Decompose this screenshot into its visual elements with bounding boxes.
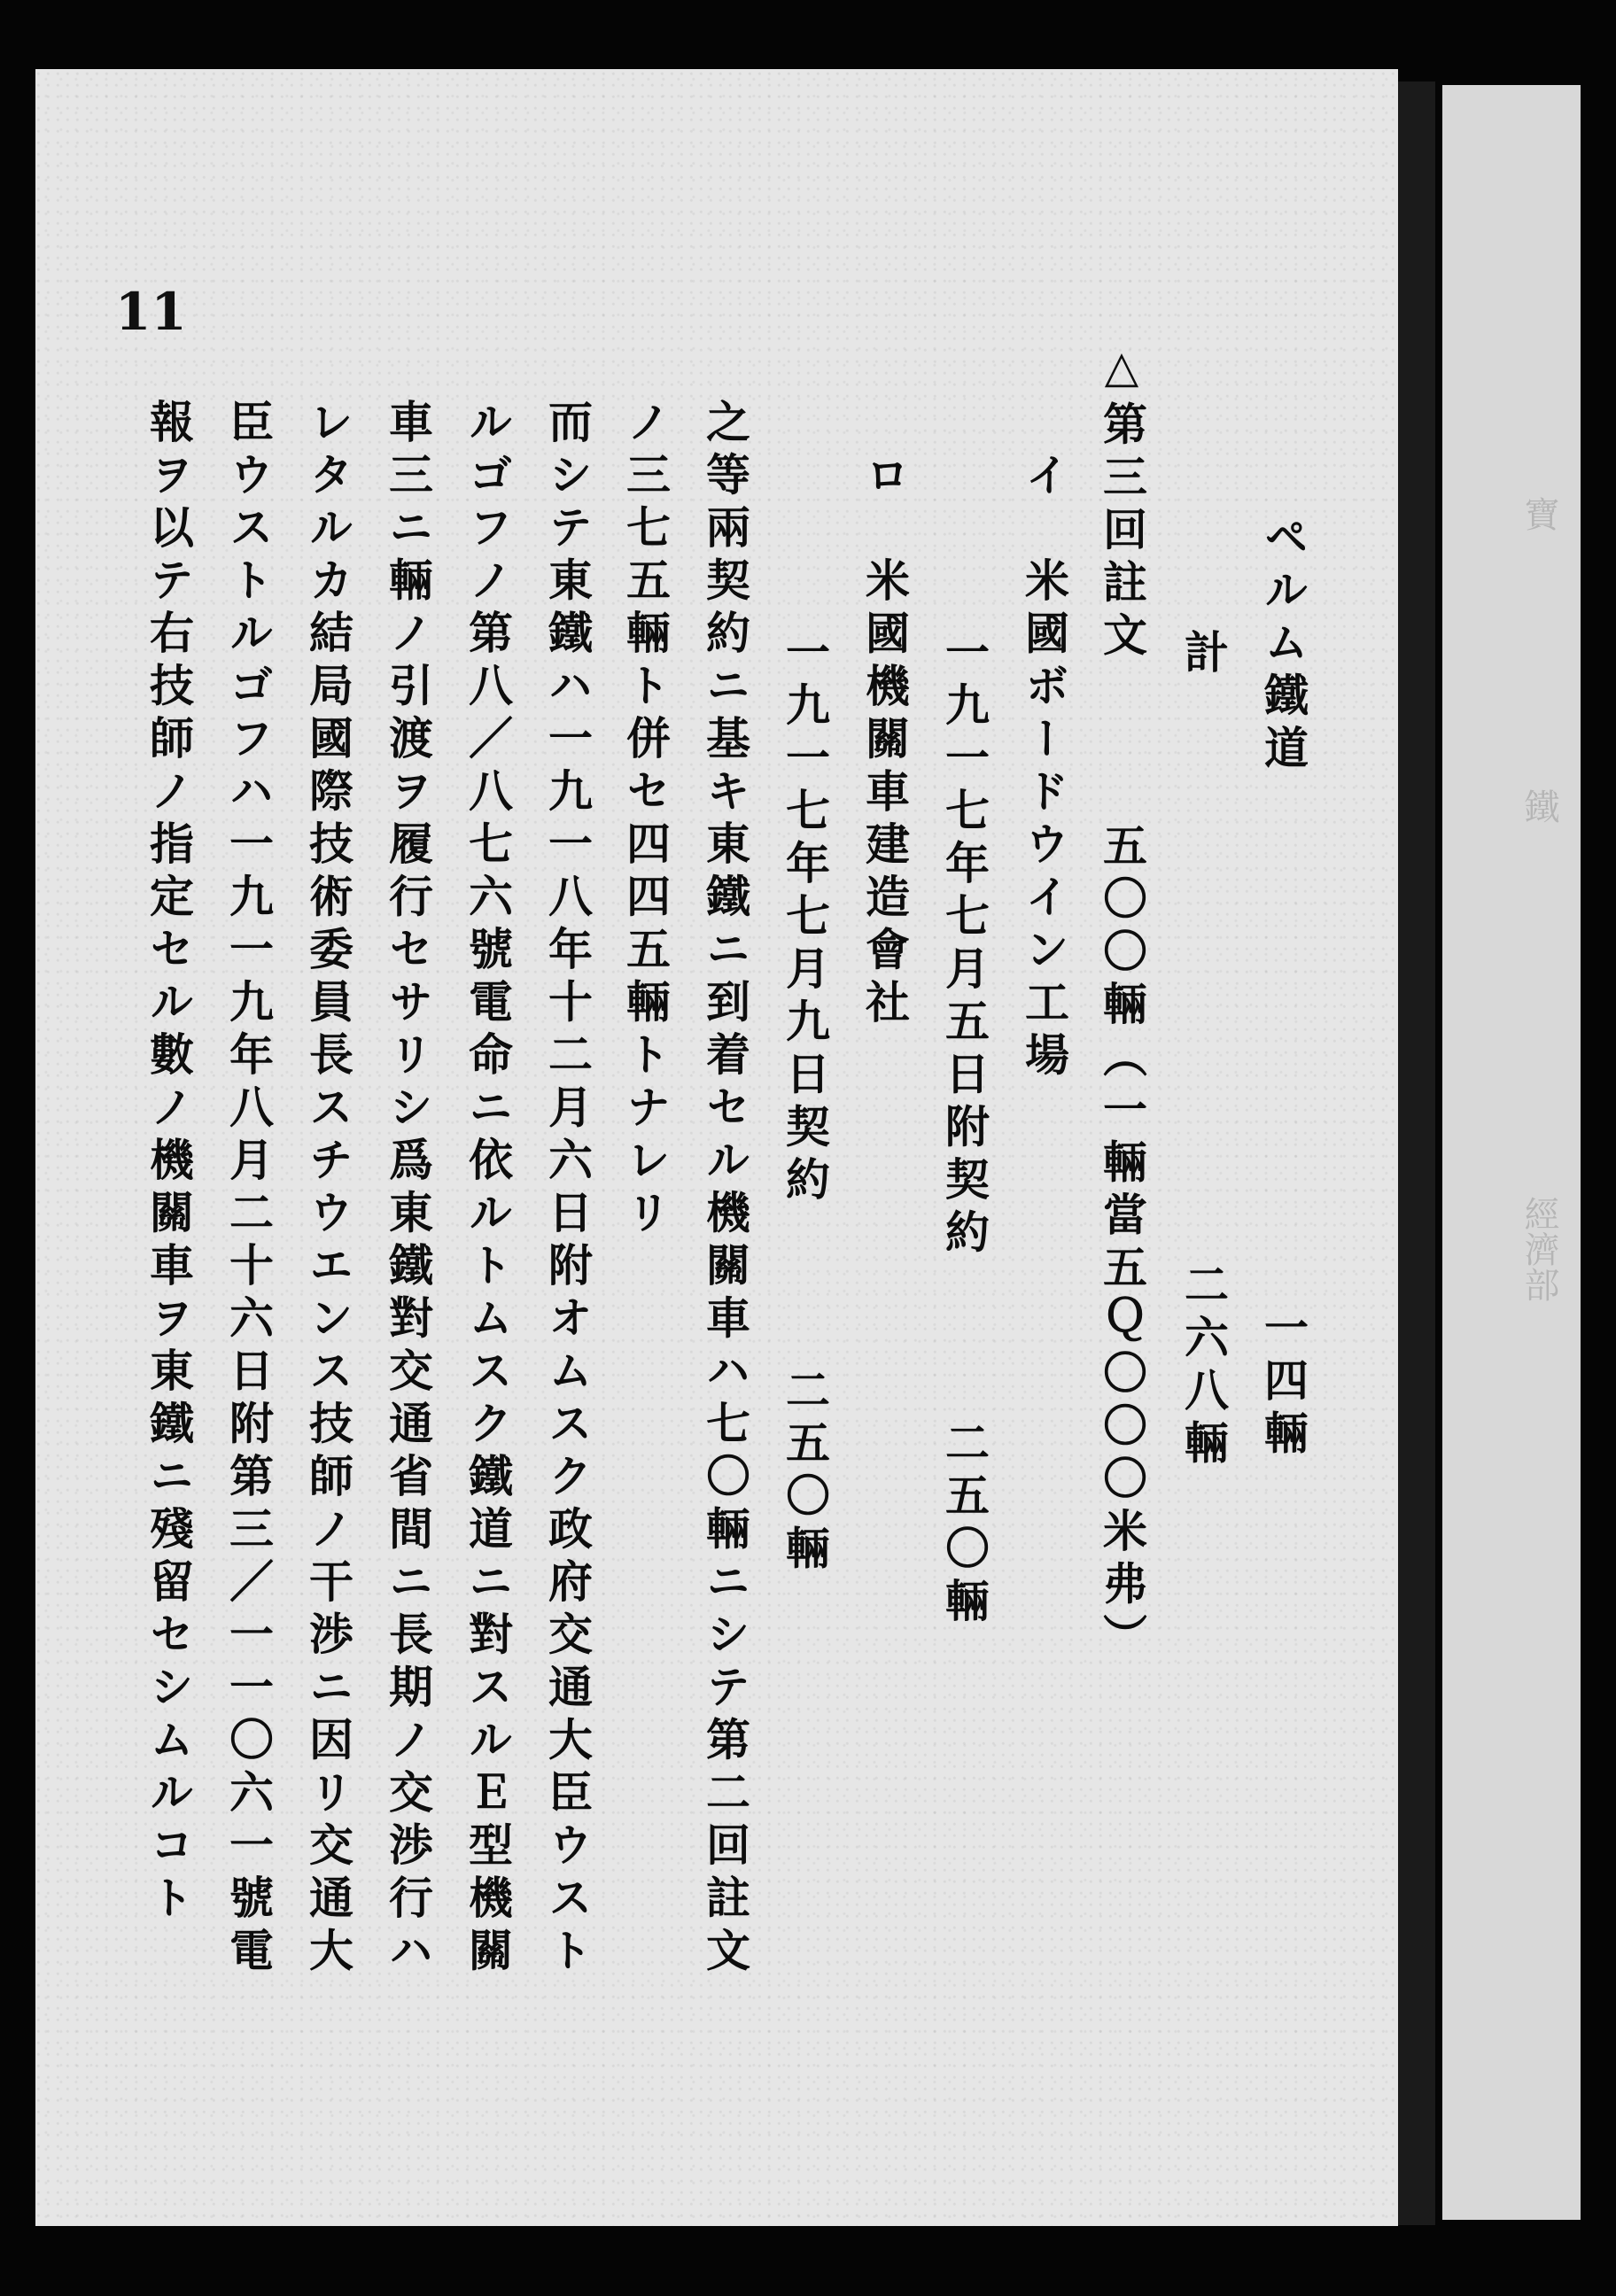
text-column: △第三回註文 五〇〇輛（一輛當五Ｑ〇〇〇米弗） [1096, 341, 1147, 1666]
text-column: 報ヲ以テ右技師ノ指定セル數ノ機關車ヲ東鐵ニ殘留セシムルコト [143, 399, 194, 1928]
text-column: レタルカ結局國際技術委員長スチウエンス技師ノ干渉ニ因リ交通大 [302, 399, 354, 1980]
page-number: 11 [115, 282, 187, 342]
text-column: イ 米國ボードウイン工場 [1018, 452, 1069, 1084]
text-column: 臣ウストルゴフハ一九一九年八月二十六日附第三／一一〇六一號電 [222, 399, 274, 1980]
adjacent-page [1442, 85, 1581, 2220]
adjacent-page-ghost-text: 寶 [1519, 496, 1559, 531]
text-column: ロ 米國機關車建造會社 [858, 452, 910, 1032]
text-column: 一九一七年七月九日契約 二五〇輛 [779, 629, 830, 1578]
book-spine [1398, 81, 1435, 2225]
text-column: ペルム鐵道 一四輛 [1257, 514, 1309, 1462]
text-column: 一九一七年七月五日附契約 二五〇輛 [938, 629, 990, 1631]
text-column: 計 二六八輛 [1177, 629, 1229, 1472]
adjacent-page-ghost-text: 經濟部 [1519, 1196, 1559, 1302]
text-column: 車三ニ輛ノ引渡ヲ履行セサリシ爲東鐵對交通省間ニ長期ノ交渉行ハ [382, 399, 433, 1980]
text-column: ノ三七五輛ト併セ四四五輛トナレリ [619, 399, 671, 1242]
text-column: ルゴフノ第八／八七六號電命ニ依ルトムスク鐵道ニ對スルＥ型機關 [462, 399, 513, 1980]
adjacent-page-ghost-text: 鐵 [1519, 788, 1559, 824]
text-column: 而シテ東鐵ハ一九一八年十二月六日附オムスク政府交通大臣ウスト [541, 399, 593, 1980]
text-column: 之等兩契約ニ基キ東鐵ニ到着セル機關車ハ七〇輛ニシテ第二回註文 [699, 399, 750, 1980]
